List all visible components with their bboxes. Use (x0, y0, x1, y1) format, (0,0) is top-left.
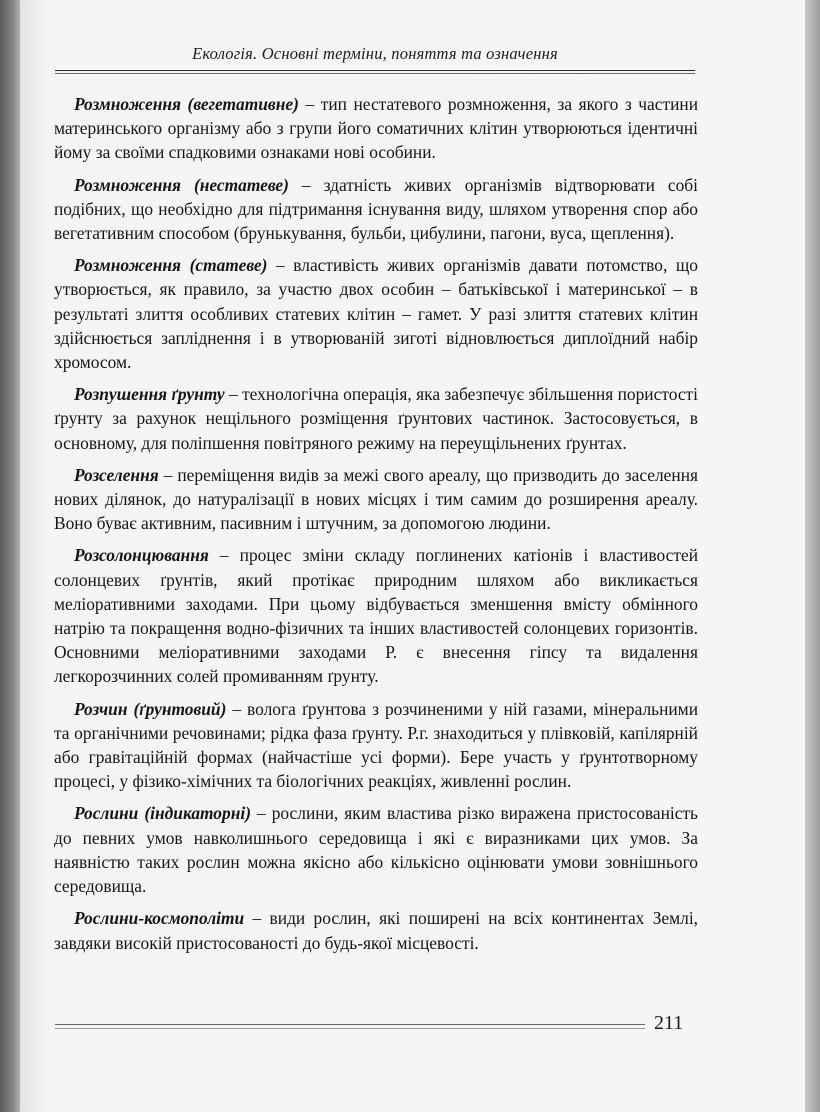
glossary-entry (54, 253, 698, 374)
entry-term: Розчин (ґрунтовий) (74, 698, 227, 719)
page-number: 211 (654, 1012, 684, 1034)
entry-definition: – технологічна операція, яка забезпечує збільшення пористості ґрунту за рахунок нещільного розміщення ґрунтових частинок. Застосовується, в основному, для поліпшення повітряного режиму на переущільнених ґрунтах. (54, 384, 698, 453)
entry-definition: – тип нестатевого розмноження, за якого з частини материнського організму або з групи його соматичних клітин утворюються ідентичні йому за своїми спадковими ознаками нові особини. (54, 94, 698, 163)
entry-definition: – види рослин, які поширені на всіх континентах Землі, завдяки високій пристосованості до будь-якої місцевості. (54, 908, 698, 953)
glossary-entry (54, 382, 698, 455)
glossary-body (54, 92, 698, 963)
glossary-entry (54, 173, 698, 246)
running-header: Екологія. Основні терміни, поняття та означення (192, 44, 558, 63)
glossary-entry (54, 463, 698, 536)
glossary-entry (54, 697, 698, 794)
glossary-entry (54, 801, 698, 898)
entry-definition: – переміщення видів за межі свого ареалу, що призводить до заселення нових ділянок, до натуралізації в нових місцях і тим самим до розширення ареалу. Воно буває активним, пасивним і штучним, за допомогою людини. (54, 464, 698, 534)
entry-term: Розмноження (вегетативне) (74, 94, 299, 114)
entry-term: Рослини-космополіти (74, 908, 245, 929)
entry-term: Розселення (74, 464, 159, 485)
entry-term: Розсолонцювання (74, 545, 209, 566)
glossary-entry (54, 92, 698, 165)
footer-rule (55, 1024, 645, 1025)
page-edge (805, 0, 820, 1112)
glossary-entry (54, 543, 698, 688)
entry-term: Розпушення ґрунту (74, 384, 225, 405)
entry-definition: – рослини, яким властива різко виражена пристосованість до певних умов навколишнього середовища і які є виразниками цих умов. За наявністю таких рослин можна якісно або кількісно оцінювати умови зовнішнього середовища. (54, 803, 698, 897)
entry-definition: – процес зміни складу поглинених катіонів і властивостей солонцевих ґрунтів, який протікає природним шляхом або викликається меліоративними заходами. При цьому відбувається зменшення вмісту обмінного натрію та покращення водно-фізичних та інших властивостей солонцевих горизонтів. Основними меліоративними заходами Р. є внесення гіпсу та видалення легкорозчинних солей промиванням ґрунту. (54, 545, 698, 687)
footer-rule-secondary (55, 1028, 645, 1029)
entry-term: Рослини (індикаторні) (74, 803, 251, 824)
entry-definition: – здатність живих організмів відтворювати собі подібних, що необхідно для підтримання існування виду, шляхом утворення спор або вегетативним способом (брунькування, бульби, цибулини, пагони, вуса, щеплення). (54, 174, 698, 244)
entry-term: Розмноження (нестатеве) (74, 174, 289, 195)
book-spine-shadow (0, 0, 20, 1112)
glossary-entry (54, 906, 698, 954)
header-rule (55, 70, 695, 74)
entry-definition: – волога ґрунтова з розчиненими у ній газами, мінеральними та органічними речовинами; рідка фаза ґрунту. Р.г. знаходиться у плівковій, капілярній або гравітаційній формах (найчастіше усі форми). Бере участь у ґрунтотворному процесі, у фізико-хімічних та біологічних реакціях, живленні рослин. (54, 698, 698, 792)
entry-definition: – властивість живих організмів давати потомство, що утворюється, як правило, за участю двох особин – батьківської і материнської – в результаті злиття особливих статевих клітин – гамет. У разі злиття статевих клітин здійснюється запліднення і в утворюваній зиготі відновлюється диплоїдний набір хромосом. (54, 255, 698, 373)
entry-term: Розмноження (статеве) (74, 255, 268, 276)
